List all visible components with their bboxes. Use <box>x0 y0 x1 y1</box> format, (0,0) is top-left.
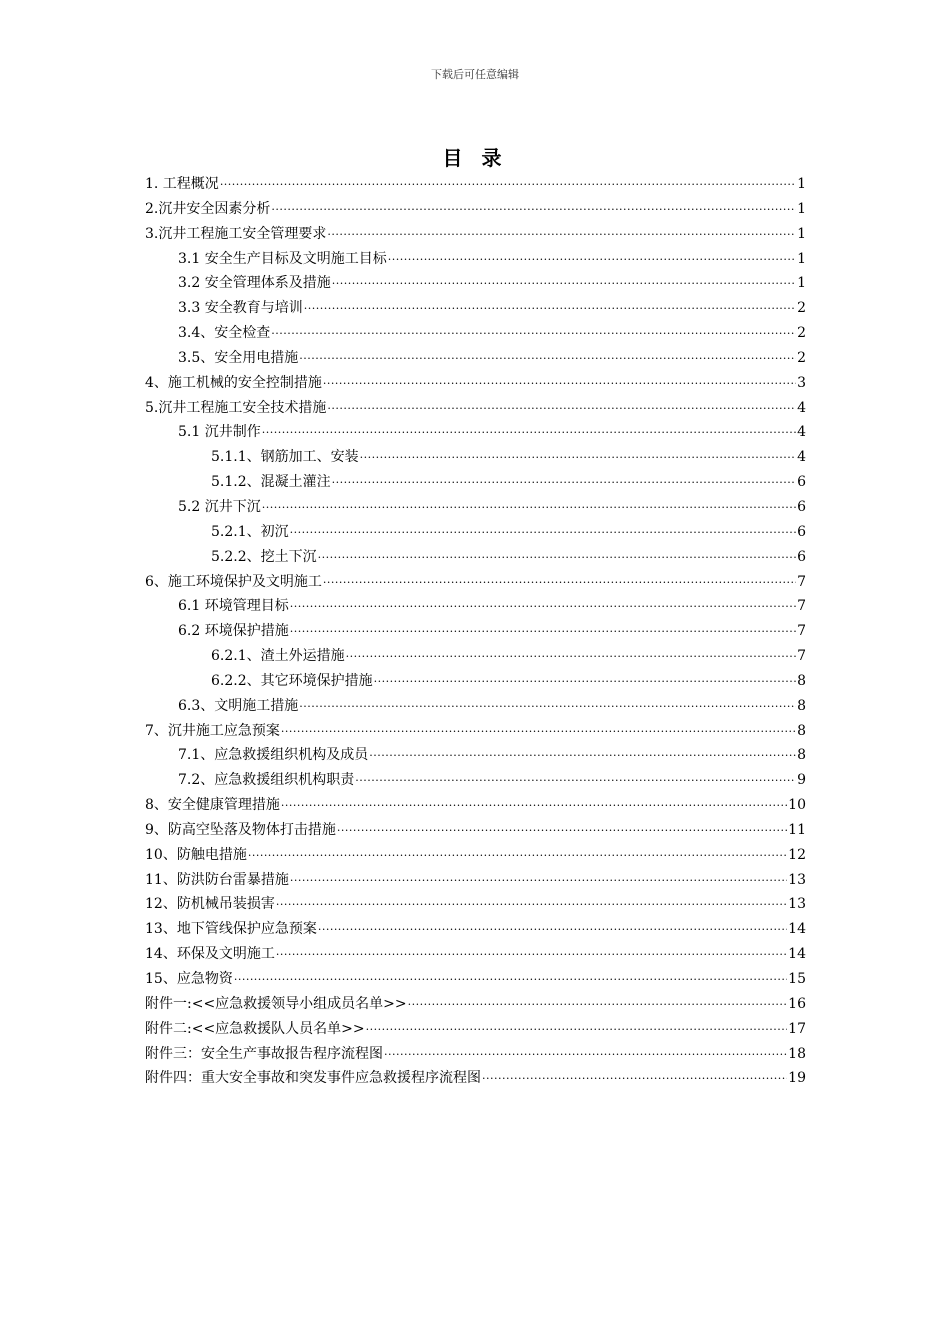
toc-entry-label: 5.1.1、钢筋加工、安装 <box>211 449 359 466</box>
toc-entry[interactable] <box>145 819 806 844</box>
toc-entry-page: 14 <box>788 946 806 963</box>
toc-entry-label: 6.1 环境管理目标 <box>178 598 289 615</box>
toc-entry[interactable] <box>145 521 806 546</box>
toc-entry-page: 3 <box>797 374 806 391</box>
toc-entry-page: 13 <box>788 896 806 913</box>
toc-entry[interactable] <box>145 744 806 769</box>
toc-dot-leader <box>323 572 796 586</box>
toc-entry-page: 6 <box>797 498 806 515</box>
toc-dot-leader <box>388 249 796 263</box>
toc-dot-leader <box>271 199 796 213</box>
toc-entry-label: 5.2.1、初沉 <box>211 523 289 540</box>
toc-entry-label: 7.1、应急救援组织机构及成员 <box>178 747 369 764</box>
toc-entry-page: 1 <box>797 200 806 217</box>
toc-dot-leader <box>355 770 796 784</box>
toc-entry[interactable] <box>145 1043 806 1068</box>
toc-entry[interactable] <box>145 347 806 372</box>
toc-entry-page: 19 <box>788 1070 806 1087</box>
toc-entry-label: 12、防机械吊装损害 <box>145 896 275 913</box>
toc-dot-leader <box>482 1068 787 1082</box>
toc-entry[interactable] <box>145 322 806 347</box>
toc-entry-page: 4 <box>797 399 806 416</box>
toc-dot-leader <box>323 373 796 387</box>
toc-entry-label: 3.4、安全检查 <box>178 325 271 342</box>
toc-entry-page: 17 <box>788 1020 806 1037</box>
toc-entry-page: 14 <box>788 921 806 938</box>
toc-entry-label: 2.沉井安全因素分析 <box>145 200 271 217</box>
toc-entry-page: 8 <box>797 747 806 764</box>
toc-entry[interactable] <box>145 421 806 446</box>
toc-entry-label: 3.2 安全管理体系及措施 <box>178 275 331 292</box>
toc-entry-page: 2 <box>797 349 806 366</box>
toc-entry-page: 15 <box>788 971 806 987</box>
toc-entry-page: 2 <box>797 325 806 342</box>
table-of-contents <box>145 173 806 1092</box>
toc-entry-label: 14、环保及文明施工 <box>145 946 275 963</box>
toc-entry-label: 6.3、文明施工措施 <box>178 697 299 714</box>
toc-dot-leader <box>384 1044 787 1058</box>
toc-entry-label: 6、施工环境保护及文明施工 <box>145 573 322 590</box>
toc-dot-leader <box>276 894 787 908</box>
toc-dot-leader <box>299 348 796 362</box>
toc-entry-page: 7 <box>797 598 806 615</box>
toc-entry[interactable] <box>145 720 806 745</box>
toc-dot-leader <box>290 870 787 884</box>
toc-entry-page: 2 <box>797 300 806 317</box>
toc-entry-label: 5.沉井工程施工安全技术措施 <box>145 399 327 416</box>
toc-entry-label: 附件一:<<应急救援领导小组成员名单>> <box>145 995 407 1012</box>
toc-entry-label: 7、沉井施工应急预案 <box>145 722 280 739</box>
toc-entry-page: 4 <box>797 424 806 441</box>
toc-entry[interactable] <box>145 620 806 645</box>
toc-entry-label: 15、应急物资 <box>145 971 233 987</box>
toc-entry[interactable] <box>145 198 806 223</box>
toc-dot-leader <box>327 224 796 238</box>
toc-dot-leader <box>408 994 788 1008</box>
toc-dot-leader <box>346 646 796 660</box>
toc-dot-leader <box>262 422 796 436</box>
toc-entry[interactable] <box>145 869 806 894</box>
toc-entry[interactable] <box>145 794 806 819</box>
toc-dot-leader <box>332 472 796 486</box>
toc-entry-page: 12 <box>788 846 806 863</box>
toc-dot-leader <box>369 745 796 759</box>
toc-entry-page: 1 <box>797 250 806 267</box>
toc-title: 目 录 <box>442 146 508 170</box>
toc-entry[interactable] <box>145 496 806 521</box>
toc-dot-leader <box>332 273 796 287</box>
toc-entry-label: 3.沉井工程施工安全管理要求 <box>145 225 327 242</box>
toc-dot-leader <box>220 174 796 188</box>
toc-dot-leader <box>318 919 787 933</box>
toc-entry-label: 9、防高空坠落及物体打击措施 <box>145 821 336 838</box>
toc-dot-leader <box>248 845 787 859</box>
toc-entry[interactable] <box>145 571 806 596</box>
toc-dot-leader <box>327 398 796 412</box>
toc-entry-label: 6.2 环境保护措施 <box>178 623 289 640</box>
toc-dot-leader <box>374 671 796 685</box>
toc-dot-leader <box>318 547 796 561</box>
toc-entry-page: 10 <box>788 797 806 814</box>
toc-dot-leader <box>262 497 796 511</box>
toc-entry[interactable] <box>145 446 806 471</box>
toc-entry[interactable] <box>145 223 806 248</box>
toc-entry-label: 13、地下管线保护应急预案 <box>145 921 317 938</box>
toc-entry-label: 5.2.2、挖土下沉 <box>211 548 317 565</box>
toc-dot-leader <box>276 944 787 958</box>
toc-entry-label: 3.3 安全教育与培训 <box>178 300 303 317</box>
toc-entry-page: 7 <box>797 623 806 640</box>
toc-dot-leader <box>281 721 796 735</box>
toc-entry[interactable] <box>145 1067 806 1092</box>
toc-entry-page: 11 <box>788 821 806 838</box>
toc-entry-page: 1 <box>797 176 806 192</box>
toc-entry[interactable] <box>145 769 806 794</box>
toc-entry-label: 7.2、应急救援组织机构职责 <box>178 772 355 789</box>
toc-entry-label: 4、施工机械的安全控制措施 <box>145 374 322 391</box>
toc-entry[interactable] <box>145 397 806 422</box>
toc-entry[interactable] <box>145 297 806 322</box>
toc-entry-label: 附件四：重大安全事故和突发事件应急救援程序流程图 <box>145 1070 481 1087</box>
toc-dot-leader <box>304 298 796 312</box>
toc-entry[interactable] <box>145 248 806 273</box>
toc-entry-page: 8 <box>797 672 806 689</box>
toc-entry-label: 附件二:<<应急救援队人员名单>> <box>145 1020 365 1037</box>
toc-entry-page: 9 <box>797 772 806 789</box>
toc-entry-page: 16 <box>788 995 806 1012</box>
toc-entry-label: 附件三：安全生产事故报告程序流程图 <box>145 1045 383 1062</box>
toc-entry-label: 6.2.2、其它环境保护措施 <box>211 672 373 689</box>
toc-dot-leader <box>290 621 796 635</box>
toc-entry-page: 18 <box>788 1045 806 1062</box>
toc-entry-page: 7 <box>797 573 806 590</box>
toc-entry[interactable] <box>145 595 806 620</box>
toc-entry-label: 5.2 沉井下沉 <box>178 498 261 515</box>
toc-dot-leader <box>299 696 796 710</box>
toc-entry[interactable] <box>145 272 806 297</box>
toc-entry-page: 13 <box>788 871 806 888</box>
toc-entry-page: 1 <box>797 275 806 292</box>
toc-entry-label: 8、安全健康管理措施 <box>145 797 280 814</box>
toc-entry-page: 6 <box>797 548 806 565</box>
toc-entry-label: 10、防触电措施 <box>145 846 247 863</box>
toc-dot-leader <box>281 795 787 809</box>
toc-entry[interactable] <box>145 968 806 993</box>
toc-entry-label: 5.1 沉井制作 <box>178 424 261 441</box>
toc-entry-page: 7 <box>797 648 806 665</box>
toc-entry-page: 8 <box>797 722 806 739</box>
toc-entry[interactable] <box>145 695 806 720</box>
toc-entry-page: 6 <box>797 523 806 540</box>
toc-entry-label: 1. 工程概况 <box>145 176 219 192</box>
toc-entry-label: 3.5、安全用电措施 <box>178 349 299 366</box>
toc-entry-page: 4 <box>797 449 806 466</box>
toc-entry-label: 3.1 安全生产目标及文明施工目标 <box>178 250 387 267</box>
toc-entry[interactable] <box>145 844 806 869</box>
toc-entry[interactable] <box>145 943 806 968</box>
header-note: 下载后可任意编辑 <box>431 68 519 81</box>
toc-entry[interactable] <box>145 918 806 943</box>
toc-entry[interactable] <box>145 471 806 496</box>
toc-dot-leader <box>290 522 796 536</box>
toc-dot-leader <box>337 820 787 834</box>
toc-entry[interactable] <box>145 173 806 198</box>
toc-entry[interactable] <box>145 645 806 670</box>
toc-dot-leader <box>271 323 796 337</box>
toc-dot-leader <box>234 969 787 983</box>
toc-entry-label: 5.1.2、混凝土灌注 <box>211 474 331 491</box>
toc-entry[interactable] <box>145 993 806 1018</box>
toc-entry-label: 6.2.1、渣土外运措施 <box>211 648 345 665</box>
toc-entry-label: 11、防洪防台雷暴措施 <box>145 871 289 888</box>
toc-entry[interactable] <box>145 546 806 571</box>
toc-dot-leader <box>290 596 796 610</box>
toc-entry-page: 6 <box>797 474 806 491</box>
toc-entry-page: 1 <box>797 225 806 242</box>
toc-entry-page: 8 <box>797 697 806 714</box>
toc-dot-leader <box>360 447 796 461</box>
toc-entry[interactable] <box>145 893 806 918</box>
toc-entry[interactable] <box>145 1018 806 1043</box>
toc-dot-leader <box>366 1019 788 1033</box>
toc-entry[interactable] <box>145 670 806 695</box>
toc-entry[interactable] <box>145 372 806 397</box>
